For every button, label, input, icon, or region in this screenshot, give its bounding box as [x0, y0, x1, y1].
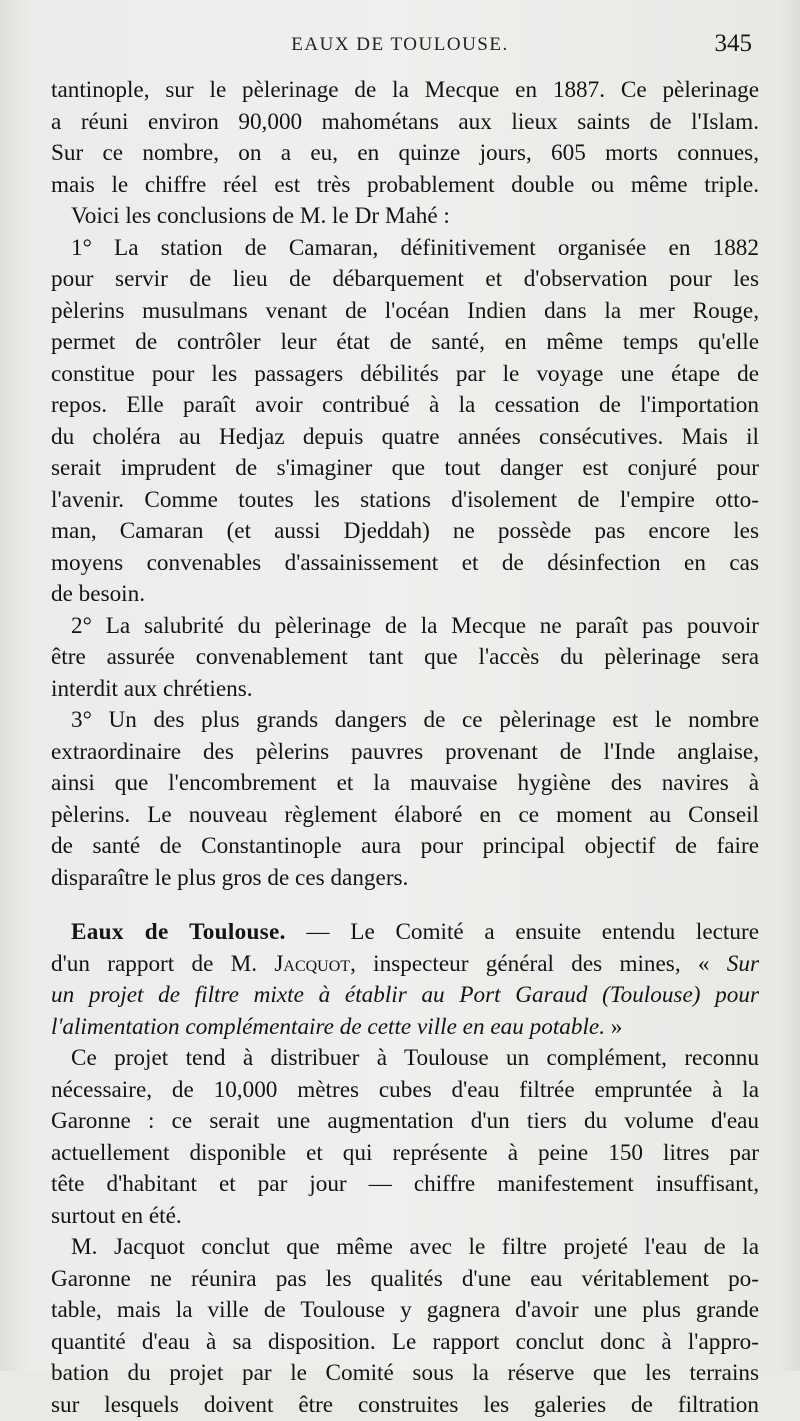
text-line: être assurée convenablement tant que l'accès du pèlerinage sera: [51, 642, 759, 674]
section-heading: Eaux de Toulouse.: [71, 919, 286, 945]
text-line: du choléra au Hedjaz depuis quatre années consécutives. Mais il: [51, 422, 759, 454]
report-title-line: un projet de filtre mixte à établir au Port Garaud (Toulouse) pour: [51, 980, 759, 1012]
section-spacer: [51, 894, 759, 917]
text-line: 1° La station de Camaran, définitivement organisée en 1882: [51, 233, 759, 265]
text-span: »: [605, 1014, 622, 1040]
text-line: tantinople, sur le pèlerinage de la Mecque en 1887. Ce pèlerinage: [51, 75, 759, 107]
text-line: Voici les conclusions de M. le Dr Mahé :: [51, 201, 759, 233]
text-line: mais le chiffre réel est très probablement double ou même triple.: [51, 170, 759, 202]
text-line: 2° La salubrité du pèlerinage de la Mecque ne paraît pas pouvoir: [51, 611, 759, 643]
section-line-text: — Le Comité a ensuite entendu lecture: [286, 919, 759, 945]
text-line: tête d'habitant et par jour — chiffre manifestement insuffisant,: [51, 1169, 759, 1201]
text-line: bation du projet par le Comité sous la réserve que les terrains: [51, 1358, 759, 1390]
text-line: ainsi que l'encombrement et la mauvaise hygiène des navires à: [51, 768, 759, 800]
text-line: actuellement disponible et qui représente à peine 150 litres par: [51, 1138, 759, 1170]
report-title-start: Sur: [727, 951, 759, 977]
text-span: d'un rapport de M.: [51, 951, 274, 977]
text-line: l'avenir. Comme toutes les stations d'isolement de l'empire otto-: [51, 485, 759, 517]
page-number: 345: [715, 30, 753, 58]
text-line: nécessaire, de 10,000 mètres cubes d'eau filtrée empruntée à la: [51, 1075, 759, 1107]
text-line: moyens convenables d'assainissement et de désinfection en cas: [51, 548, 759, 580]
running-title: EAUX DE TOULOUSE.: [0, 34, 800, 56]
text-line: de santé de Constantinople aura pour principal objectif de faire: [51, 831, 759, 863]
text-line: 3° Un des plus grands dangers de ce pèlerinage est le nombre: [51, 705, 759, 737]
text-line: Sur ce nombre, on a eu, en quinze jours, 605 morts connues,: [51, 138, 759, 170]
text-line: quantité d'eau à sa disposition. Le rapport conclut donc à l'appro-: [51, 1327, 759, 1359]
text-line: disparaître le plus gros de ces dangers.: [51, 863, 759, 895]
section-first-line: [51, 917, 759, 949]
text-line: pèlerins. Le nouveau règlement élaboré en ce moment au Conseil: [51, 800, 759, 832]
author-name: Jacquot: [274, 951, 350, 977]
text-line: M. Jacquot conclut que même avec le filtre projeté l'eau de la: [51, 1232, 759, 1264]
text-line: [51, 1012, 759, 1044]
text-line: pour servir de lieu de débarquement et d'observation pour les: [51, 264, 759, 296]
text-line: interdit aux chrétiens.: [51, 674, 759, 706]
text-line: constitue pour les passagers débilités par le voyage une étape de: [51, 359, 759, 391]
text-line: de besoin.: [51, 579, 759, 611]
text-line: pèlerins musulmans venant de l'océan Indien dans la mer Rouge,: [51, 296, 759, 328]
text-line: Garonne : ce serait une augmentation d'un tiers du volume d'eau: [51, 1106, 759, 1138]
text-line: surtout en été.: [51, 1201, 759, 1233]
body-text: [51, 75, 759, 1421]
text-line: a réuni environ 90,000 mahométans aux lieux saints de l'Islam.: [51, 107, 759, 139]
text-line: table, mais la ville de Toulouse y gagnera d'avoir une plus grande: [51, 1295, 759, 1327]
report-title-end: l'alimentation complémentaire de cette ville en eau potable.: [51, 1014, 605, 1040]
text-line: man, Camaran (et aussi Djeddah) ne possède pas encore les: [51, 516, 759, 548]
text-line: repos. Elle paraît avoir contribué à la cessation de l'importation: [51, 390, 759, 422]
text-line: extraordinaire des pèlerins pauvres provenant de l'Inde anglaise,: [51, 737, 759, 769]
text-line: permet de contrôler leur état de santé, en même temps qu'elle: [51, 327, 759, 359]
text-line: sur lesquels doivent être construites les galeries de filtration: [51, 1390, 759, 1421]
text-line: Ce projet tend à distribuer à Toulouse un complément, reconnu: [51, 1043, 759, 1075]
text-span: , inspecteur général des mines, «: [350, 951, 727, 977]
text-line: Garonne ne réunira pas les qualités d'une eau véritablement po-: [51, 1264, 759, 1296]
text-line: [51, 949, 759, 981]
running-head: [0, 30, 800, 60]
text-line: serait imprudent de s'imaginer que tout danger est conjuré pour: [51, 453, 759, 485]
